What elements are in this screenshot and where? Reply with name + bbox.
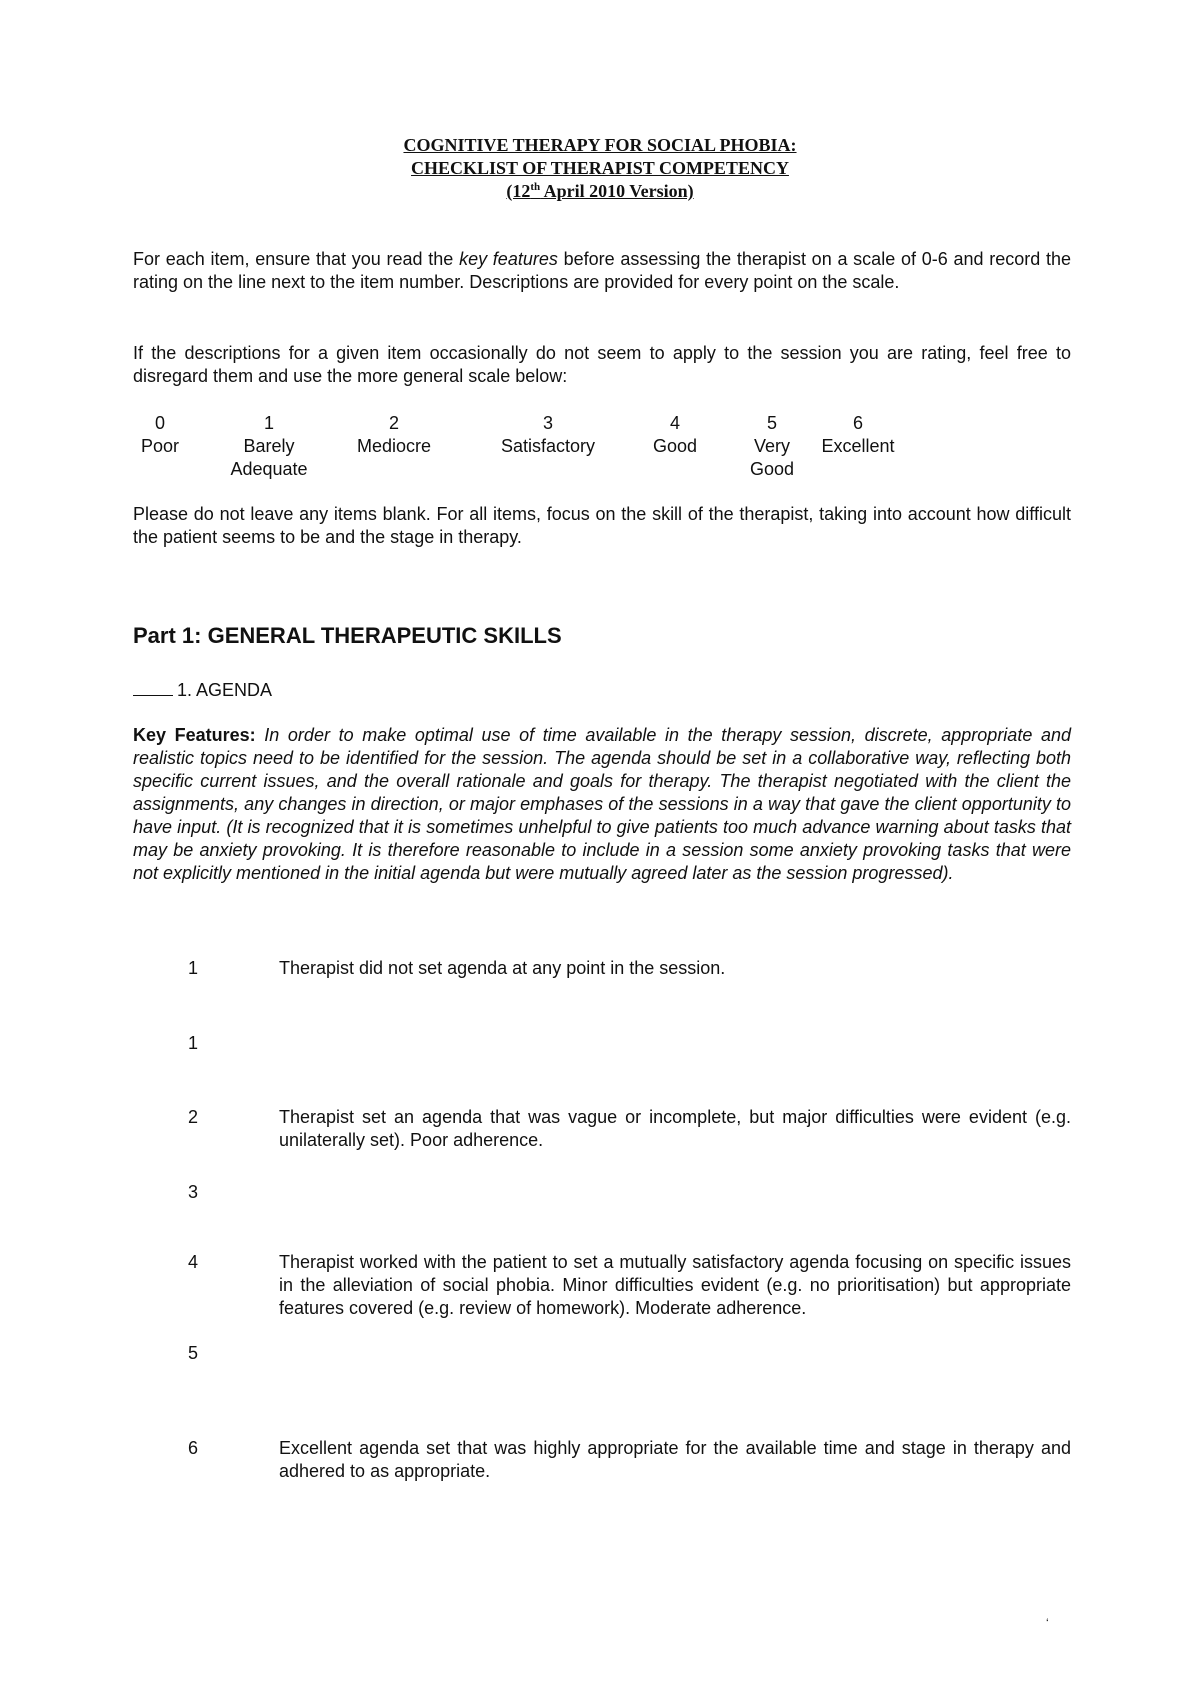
rating-blank-line[interactable] — [133, 679, 173, 696]
page-footer-mark: ‘ — [1046, 1616, 1049, 1630]
scale-label: Good — [652, 436, 698, 456]
scale-label-line-2: Adequate — [230, 459, 308, 479]
scale-label: Satisfactory — [500, 436, 596, 456]
intro-paragraph-2: If the descriptions for a given item occasionally do not seem to apply to the session you are rating, feel free to disregard them and use the more general scale below: — [133, 343, 1071, 386]
scale-label-line-2: Good — [749, 459, 795, 479]
intro-p1-text-cont: before assessing the therapist on a scale of 0-6 and record the rating on the line next to the item number. Descriptions are provided for every point on the scale. — [133, 249, 1071, 292]
title-line-1: COGNITIVE THERAPY FOR SOCIAL PHOBIA: — [403, 135, 797, 155]
rating-number: 4 — [187, 1252, 198, 1272]
scale-number: 1 — [263, 413, 274, 433]
document-title — [0, 134, 1200, 203]
scale-point-2 — [346, 412, 442, 458]
title-line-2: CHECKLIST OF THERAPIST COMPETENCY — [411, 158, 789, 178]
intro-paragraph-3: Please do not leave any items blank. For all items, focus on the skill of the therapist, taking into account how difficult the patient seems to be and the stage in therapy. — [133, 504, 1071, 547]
scale-number: 3 — [542, 413, 553, 433]
scale-point-1 — [224, 412, 314, 481]
rating-description: Therapist worked with the patient to set a mutually satisfactory agenda focusing on specific issues in the alleviation of social phobia. Minor difficulties evident (e.g. no prioritisation) but appropriate features covered (e.g. review of homework). Moderate adherence. — [279, 1252, 1071, 1318]
item-1-key-features — [133, 724, 1071, 885]
title-version-sup: th — [530, 181, 541, 193]
scale-point-6 — [813, 412, 903, 458]
scale-point-0 — [140, 412, 180, 458]
rating-description: Therapist did not set agenda at any point in the session. — [279, 958, 726, 978]
scale-number: 5 — [766, 413, 777, 433]
scale-number: 0 — [154, 413, 165, 433]
intro-p1-italic: key features — [459, 249, 558, 269]
key-features-text: In order to make optimal use of time available in the therapy session, discrete, appropriate and realistic topics need to be identified for the session. The agenda should be set in a collaborative way, reflecting both specific current issues, and the overall rationale and goals for therapy. The therapist negotiated with the client the assignments, any changes in direction, or major emphases of the sessions in a way that gave the client opportunity to have input. (It is recognized that it is sometimes unhelpful to give patients too much advance warning about tasks that may be anxiety provoking. It is therefore reasonable to include in a session some anxiety provoking tasks that were not explicitly mentioned in the initial agenda but were mutually agreed later as the session progressed). — [133, 725, 1071, 883]
key-features-label: Key Features: — [133, 725, 256, 745]
scale-label: Poor — [140, 436, 180, 456]
rating-number: 1 — [187, 958, 198, 978]
rating-number: 5 — [187, 1343, 198, 1363]
scale-label: Excellent — [821, 436, 895, 456]
rating-number: 2 — [187, 1107, 198, 1127]
scale-number: 2 — [388, 413, 399, 433]
scale-point-3 — [493, 412, 603, 458]
item-1-label: 1. AGENDA — [177, 680, 273, 700]
intro-p1-text: For each item, ensure that you read the — [133, 249, 460, 269]
scale-number: 6 — [852, 413, 863, 433]
scale-point-4 — [645, 412, 705, 458]
part-1-heading: Part 1: GENERAL THERAPEUTIC SKILLS — [133, 623, 562, 648]
scale-point-5 — [737, 412, 807, 481]
scale-label: Barely — [243, 436, 295, 456]
intro-paragraph-1 — [133, 248, 1071, 294]
rating-description: Therapist set an agenda that was vague or incomplete, but major difficulties were evident (e.g. unilaterally set). Poor adherence. — [279, 1107, 1071, 1150]
scale-label: Very — [753, 436, 791, 456]
title-version-post: April 2010 Version) — [540, 181, 694, 201]
title-version — [0, 180, 1200, 203]
rating-number: 3 — [187, 1182, 198, 1202]
general-rating-scale — [0, 412, 1200, 484]
rating-description: Excellent agenda set that was highly appropriate for the available time and stage in therapy and adhered to as appropriate. — [279, 1438, 1071, 1481]
item-1-heading — [133, 679, 272, 702]
scale-number: 4 — [669, 413, 680, 433]
rating-number: 6 — [187, 1438, 198, 1458]
title-version-pre: (12 — [506, 181, 531, 201]
scale-label: Mediocre — [356, 436, 432, 456]
rating-number: 1 — [187, 1033, 198, 1053]
